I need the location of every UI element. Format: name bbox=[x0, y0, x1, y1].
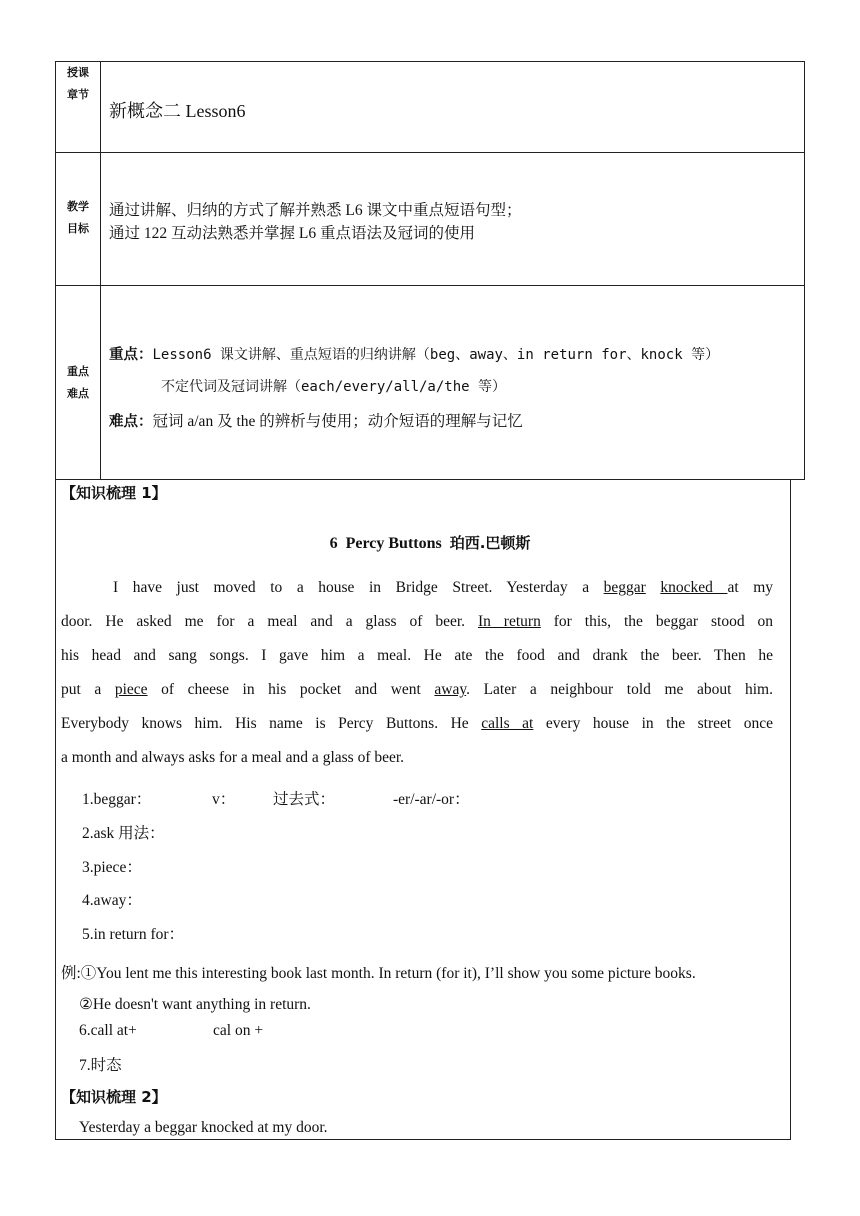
passage-line-4: put a piece of cheese in his pocket and went away. Later a neighbour told me about him. bbox=[61, 681, 773, 698]
goal-line-2: 通过 122 互动法熟悉并掌握 L6 重点语法及冠词的使用 bbox=[109, 225, 475, 242]
table-row-divider-2 bbox=[55, 285, 805, 286]
item-1-verb: v： bbox=[212, 791, 236, 808]
passage-line-3: his head and sang songs. I gave him a meal. He ate the food and drank the beer. Then he bbox=[61, 647, 773, 664]
table-column-divider bbox=[100, 61, 101, 480]
item-3-piece: 3.piece： bbox=[82, 859, 142, 876]
item-2-ask: 2.ask 用法： bbox=[82, 825, 165, 842]
difficult-points-line: 难点：冠词 a/an 及 the 的辨析与使用；动介短语的理解与记忆 bbox=[109, 413, 523, 430]
key-points-line: 重点：Lesson6 课文讲解、重点短语的归纳讲解（beg、away、in return for、knock 等） bbox=[109, 347, 720, 363]
table-row-divider-1 bbox=[55, 152, 805, 153]
lesson-passage bbox=[61, 571, 773, 775]
table-border-left bbox=[55, 61, 56, 480]
section-border-bottom bbox=[55, 1139, 791, 1140]
example-1: 例:①You lent me this interesting book last month. In return (for it), I’ll show you some picture books. bbox=[61, 965, 696, 982]
section2-sentence: Yesterday a beggar knocked at my door. bbox=[79, 1119, 328, 1136]
item-7-tense: 7.时态 bbox=[79, 1057, 122, 1074]
passage-line-2: door. He asked me for a meal and a glass of beer. In return for this, the beggar stood on bbox=[61, 613, 774, 630]
item-1-past-tense: 过去式： bbox=[273, 791, 336, 808]
keypoints-label: 重点 难点 bbox=[67, 365, 89, 400]
goal-label: 教学 目标 bbox=[67, 200, 89, 235]
passage-line-5: Everybody knows him. His name is Percy Buttons. He calls at every house in the street once bbox=[61, 715, 774, 732]
table-border-right bbox=[804, 61, 805, 480]
item-1-suffixes: -er/-ar/-or： bbox=[393, 791, 470, 808]
table-border-bottom bbox=[55, 479, 805, 480]
chapter-value: 新概念二 Lesson6 bbox=[109, 101, 246, 121]
goal-line-1: 通过讲解、归纳的方式了解并熟悉 L6 课文中重点短语句型； bbox=[109, 202, 522, 219]
passage-line-6: a month and always asks for a meal and a glass of beer. bbox=[61, 749, 405, 766]
item-4-away: 4.away： bbox=[82, 892, 142, 909]
chapter-label: 授课 章节 bbox=[67, 66, 89, 101]
item-5-in-return-for: 5.in return for： bbox=[82, 926, 185, 943]
key-points-line-2: 不定代词及冠词讲解（each/every/all/a/the 等） bbox=[161, 379, 507, 395]
section-border-left bbox=[55, 480, 56, 1140]
item-6-call-at: 6.call at+ bbox=[79, 1022, 137, 1039]
item-6-call-on: cal on + bbox=[213, 1022, 264, 1039]
section2-heading: 【知识梳理 2】 bbox=[61, 1088, 167, 1106]
lesson-title: 6 Percy Buttons 珀西.巴顿斯 bbox=[329, 534, 531, 552]
passage-line-1: I have just moved to a house in Bridge Street. Yesterday a beggar knocked at my bbox=[113, 579, 774, 596]
item-1-beggar: 1.beggar： bbox=[82, 791, 152, 808]
example-2: ②He doesn't want anything in return. bbox=[79, 996, 311, 1013]
table-border-top bbox=[55, 61, 805, 62]
section-border-right bbox=[790, 480, 791, 1140]
section1-heading: 【知识梳理 1】 bbox=[61, 484, 167, 502]
